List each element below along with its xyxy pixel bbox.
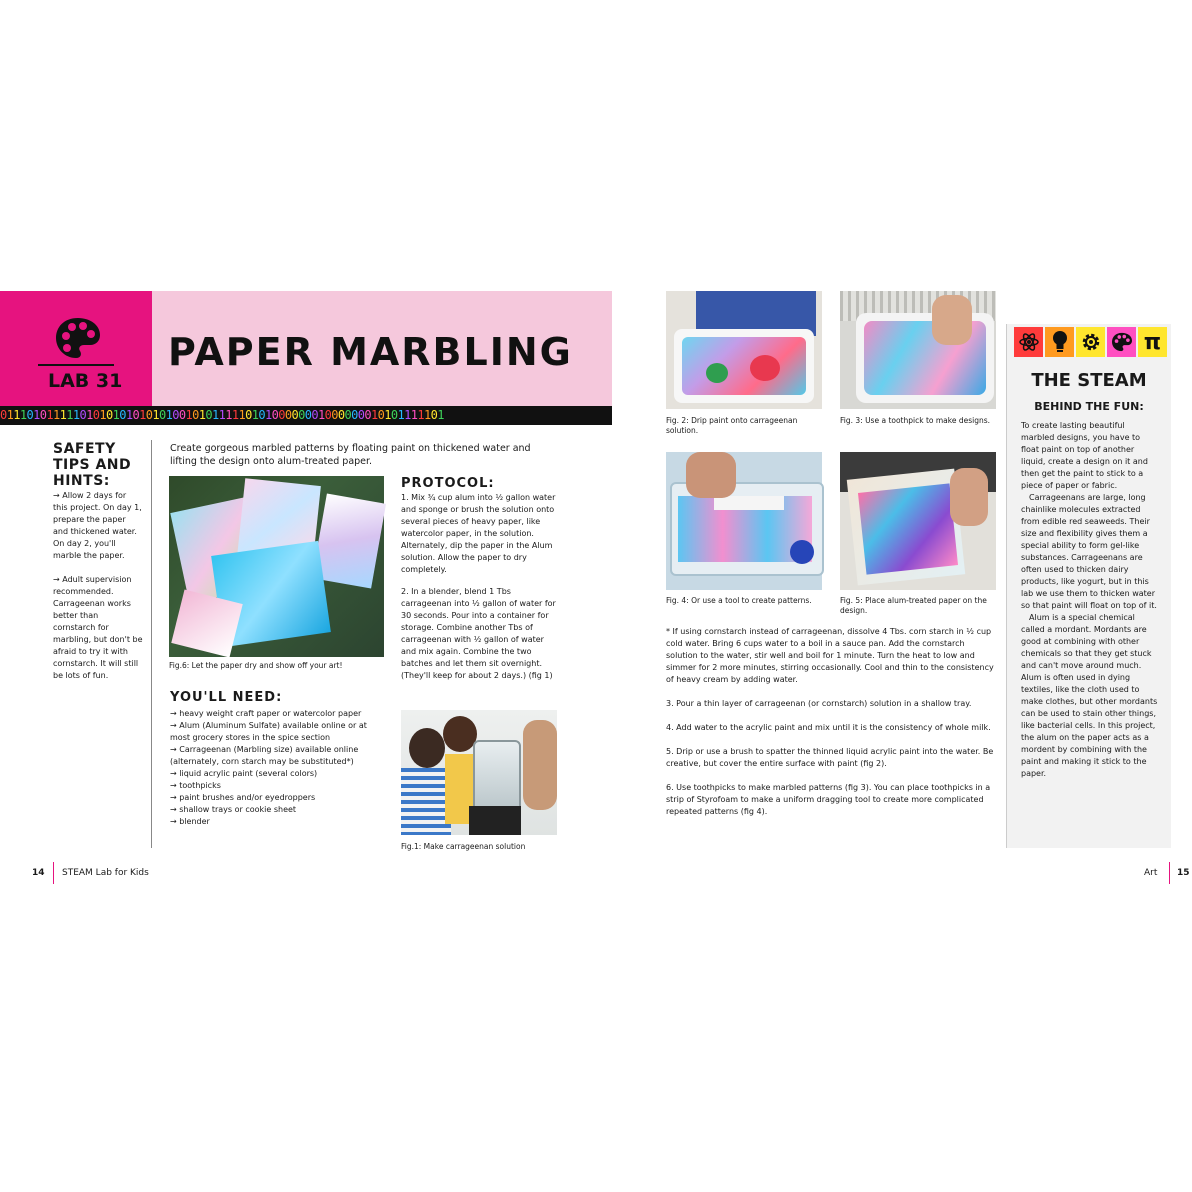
binary-digit: 0 (145, 408, 153, 422)
binary-digit: 1 (238, 408, 246, 422)
binary-strip (0, 406, 612, 425)
fig2-caption: Fig. 2: Drip paint onto carrageenan solution. (666, 416, 798, 435)
binary-digit: 0 (258, 408, 265, 422)
binary-digit: 1 (53, 408, 60, 422)
fig3-photo (840, 291, 996, 409)
list-item: → liquid acrylic paint (several colors) (170, 768, 385, 780)
list-item: → shallow trays or cookie sheet (170, 804, 385, 816)
method-step: 5. Drip or use a brush to spatter the thinned liquid acrylic paint into the water. Be creative, but cover the entire surface with paint (fig 2). (666, 747, 994, 768)
method-step: 3. Pour a thin layer of carrageenan (or cornstarch) solution in a shallow tray. (666, 699, 972, 708)
safety-tip: → Allow 2 days for this project. On day 1, prepare the paper and thickened water. On day 2, you'll marble the paper. (53, 491, 142, 560)
binary-digit: 0 (298, 408, 305, 422)
lightbulb-icon (1045, 327, 1074, 357)
lab-rule (38, 364, 114, 366)
binary-digit: 1 (19, 408, 27, 422)
binary-digit: 1 (265, 408, 272, 422)
fig3-caption: Fig. 3: Use a toothpick to make designs. (840, 416, 991, 425)
fig4-photo (666, 452, 822, 590)
method-steps (666, 626, 996, 830)
binary-digit: 0 (92, 408, 100, 422)
steam-subtitle: BEHIND THE FUN: (1034, 400, 1144, 413)
binary-digit: 1 (212, 408, 219, 422)
steam-body (1021, 420, 1159, 780)
binary-digit: 0 (351, 408, 358, 422)
safety-tips (53, 490, 143, 682)
atom-icon (1014, 327, 1043, 357)
right-footer-title: Art (1144, 868, 1158, 878)
steam-paragraph: To create lasting beautiful marbled designs, you have to float paint on top of another liquid, create a design on it and then get the paint to stick to a piece of paper or fabric. (1021, 421, 1148, 490)
left-page-number: 14 (32, 868, 45, 878)
safety-tip: → Adult supervision recommended. Carrageenan works better than cornstarch for marbling, but don't be afraid to try it with cornstarch. It will still be lots of fun. (53, 575, 143, 680)
fig6-caption: Fig.6: Let the paper dry and show off your art! (169, 661, 343, 670)
palette-small-icon (1107, 327, 1136, 357)
binary-digit: 0 (178, 408, 186, 422)
pi-icon: π (1138, 327, 1167, 357)
binary-digit: 1 (318, 408, 325, 422)
binary-digit: 0 (119, 408, 126, 422)
binary-digit: 0 (271, 408, 279, 422)
binary-digit: 0 (26, 408, 34, 422)
binary-digit: 0 (344, 408, 352, 422)
binary-digit: 0 (304, 408, 312, 422)
method-step: 6. Use toothpicks to make marbled patterns (fig 3). You can place toothpicks in a strip of Styrofoam to make a uniform dragging tool to create more complicated repeated patterns (fig 4). (666, 783, 991, 816)
binary-digit: 1 (165, 408, 173, 422)
binary-digit: 0 (390, 408, 398, 422)
binary-digit: 0 (132, 408, 140, 422)
binary-digit: 1 (59, 408, 67, 422)
cornstarch-note: * If using cornstarch instead of carrageenan, dissolve 4 Tbs. corn starch in ½ cup cold water. Bring 6 cups water to a boil in a sauce pan. Add the cornstarch solution to the water, stir well and boil for 1 minute. Turn the heat to low and simmer for 2 more minutes, stirring occasionally. Cool and thin to the consistency of heavy cream by adding water. (666, 627, 994, 684)
steam-paragraph: Alum is a special chemical called a mordant. Mordants are good at combining with other chemicals so that they get stuck and can't move around much. Alum is often used in dying textiles, like the cloth used to make clothes, but other mordants can be used to stain other things, like bacterial cells. In this project, the alum on the paper acts as a mordent by combining with the paint and making it stick to the paper. (1021, 613, 1158, 778)
binary-digit: 1 (125, 408, 133, 422)
binary-digit: 0 (205, 408, 212, 422)
protocol-steps (401, 492, 556, 692)
binary-digit: 0 (79, 408, 87, 422)
method-step: 4. Add water to the acrylic paint and mix until it is the consistency of whole milk. (666, 723, 991, 732)
binary-digit: 0 (284, 408, 292, 422)
needs-list (170, 708, 385, 828)
left-footer-title: STEAM Lab for Kids (62, 868, 149, 878)
fig5-photo (840, 452, 996, 590)
binary-digit: 1 (231, 408, 239, 422)
binary-digit: 1 (99, 408, 106, 422)
binary-digit: 0 (172, 408, 179, 422)
binary-digit: 1 (86, 408, 93, 422)
binary-digit: 0 (357, 408, 365, 422)
binary-digit: 1 (384, 408, 391, 422)
fig1-photo (401, 710, 557, 835)
palette-icon (54, 316, 102, 360)
fig2-photo (666, 291, 822, 409)
list-item: → Alum (Aluminum Sulfate) available online or at most grocery stores in the spice section (170, 720, 385, 744)
binary-digit: 1 (139, 408, 146, 422)
binary-digit: 0 (39, 408, 47, 422)
column-divider (151, 440, 152, 848)
binary-digit: 0 (331, 408, 338, 422)
steam-paragraph: Carrageenans are large, long chainlike molecules extracted from edible red seaweeds. Their size and flexibility gives them a special ability to form gel-like substances. Carrageenans are often used to thicken dairy products, like yogurt, but in this lab we use them to thicken water so that paint will float on top of it. (1021, 493, 1157, 610)
protocol-step: 1. Mix ¾ cup alum into ½ gallon water and sponge or brush the solution onto several pieces of heavy paper, like watercolor paper, in the solution. Alternately, dip the paper in the Alum solution. Allow the paper to dry completely. (401, 493, 556, 574)
binary-digit: 1 (13, 408, 20, 422)
footer-divider (53, 862, 54, 884)
protocol-step: 2. In a blender, blend 1 Tbs carrageenan into ½ gallon of water for 30 seconds. Pour into a container for storage. Combine another Tbs of carrageenan with ½ gallon of water and mix again. Combine the two batches and let them sit overnight. (They'll keep for about 2 days.) (fig 1) (401, 587, 556, 680)
binary-digit: 1 (33, 408, 40, 422)
binary-digit: 1 (404, 408, 411, 422)
lab-number: LAB 31 (48, 370, 123, 392)
binary-digit: 1 (437, 408, 444, 422)
binary-digit: 1 (417, 408, 424, 422)
fig6-photo (169, 476, 384, 657)
fig1-caption: Fig.1: Make carrageenan solution (401, 842, 526, 851)
page-title: PAPER MARBLING (168, 330, 573, 374)
binary-digit: 1 (66, 408, 73, 422)
binary-digit: 0 (324, 408, 332, 422)
binary-digit: 1 (218, 408, 226, 422)
binary-digit: 1 (410, 408, 418, 422)
binary-digit: 1 (6, 408, 14, 422)
binary-digit: 1 (152, 408, 159, 422)
fig5-caption: Fig. 5: Place alum-treated paper on the design. (840, 596, 987, 615)
binary-digit: 1 (371, 408, 378, 422)
binary-digit: 1 (185, 408, 193, 422)
binary-digit: 1 (112, 408, 120, 422)
intro-text: Create gorgeous marbled patterns by floating paint on thickened water and lifting the design onto alum-treated paper. (170, 443, 531, 467)
binary-digit: 0 (291, 408, 299, 422)
list-item: → heavy weight craft paper or watercolor paper (170, 708, 385, 720)
binary-digit: 1 (397, 408, 405, 422)
fig4-caption: Fig. 4: Or use a tool to create patterns. (666, 596, 812, 605)
binary-digit: 0 (311, 408, 318, 422)
binary-digit: 0 (0, 408, 7, 422)
binary-digit: 0 (245, 408, 252, 422)
list-item: → toothpicks (170, 780, 385, 792)
binary-digit: 0 (377, 408, 385, 422)
right-page-number: 15 (1177, 868, 1190, 878)
gear-icon (1076, 327, 1105, 357)
binary-digit: 1 (198, 408, 206, 422)
safety-heading: SAFETY TIPS AND HINTS: (53, 441, 132, 489)
binary-digit: 0 (430, 408, 438, 422)
binary-digit: 1 (424, 408, 431, 422)
binary-digit: 0 (192, 408, 199, 422)
binary-digit: 0 (278, 408, 285, 422)
steam-title: THE STEAM (1031, 370, 1147, 391)
binary-digit: 1 (251, 408, 259, 422)
binary-digit: 0 (364, 408, 371, 422)
steam-icon-row (1014, 327, 1167, 357)
binary-digit: 0 (159, 408, 166, 422)
binary-digit: 0 (106, 408, 113, 422)
needs-heading: YOU'LL NEED: (170, 690, 283, 705)
binary-digit: 0 (337, 408, 345, 422)
list-item: → Carrageenan (Marbling size) available online (alternately, corn starch may be substituted*) (170, 744, 385, 768)
list-item: → paint brushes and/or eyedroppers (170, 792, 385, 804)
protocol-heading: PROTOCOL: (401, 476, 495, 491)
binary-digit: 1 (46, 408, 53, 422)
footer-divider (1169, 862, 1170, 884)
list-item: → blender (170, 816, 385, 828)
binary-digit: 1 (72, 408, 80, 422)
binary-digit: 1 (225, 408, 232, 422)
